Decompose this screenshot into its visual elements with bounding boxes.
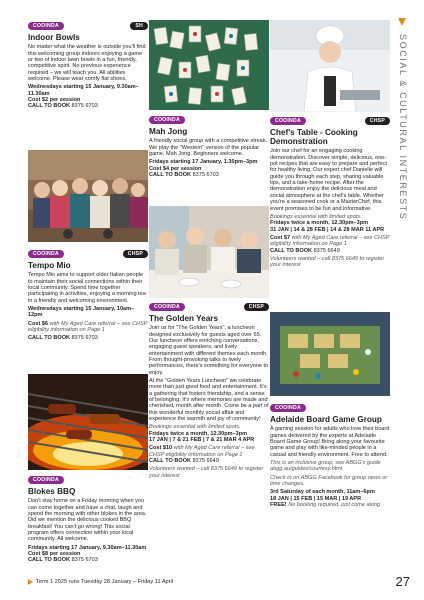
page-number: 27	[395, 574, 410, 589]
cost-note: with My Aged Care referral – see CHSP eligibility information on Page 1	[270, 234, 390, 248]
photo-bbq-grill	[28, 374, 148, 470]
call-number[interactable]: 8375 6703	[71, 335, 98, 342]
call-label: CALL TO BOOK	[28, 557, 71, 564]
card-description: A friendly social group with a competitive streak. We play the "Western" version of the popular game, Mah Jong. Beginners welcome.	[149, 138, 268, 157]
card-description: Tempo Mio aims to support older Italian people to maintain their social connections within their local community. Spend time together participating in activities, enjoying a morning tea in a friendly and welcoming environment.	[28, 272, 146, 304]
card-blokes-bbq	[28, 476, 148, 564]
cooinda-tag: COOINDA	[149, 116, 185, 124]
card-schedule: Fridays starting 17 January, 9.30am–11.30am	[28, 544, 147, 551]
call-label: CALL TO BOOK	[28, 335, 71, 342]
volunteers-note: Volunteers wanted – call 8375 6649 to register your interest	[149, 466, 264, 479]
card-note: Bookings essential with limited spots.	[149, 424, 241, 431]
cooinda-tag: COOINDA	[28, 476, 64, 484]
cost-label: Cost $6	[28, 320, 49, 327]
card-description-2: At the "Golden Years Luncheon" we celebrate more than just good food and entertainment. It's a gathering that fosters friendship, and a sense of belonging. It's where memories are made and cherished, month after month. Come be a part of this wonderful monthly social affair and experience the warmth and joy of community!	[149, 377, 269, 423]
call-number[interactable]: 8375 6649	[192, 458, 219, 465]
card-description: No matter what the weather is outside you'll find this welcoming group indoors enjoying a game or two of indoor lawn bowls in a fun, friendly, competitive spirit. No previous experience required – we will teach you. All abilities welcome. Please wear comfy flat shoes.	[28, 44, 146, 82]
call-label: CALL TO BOOK	[270, 247, 313, 254]
chsp-badge: CHSP	[244, 303, 269, 311]
card-description: Join us for "The Golden Years", a luncheon designed exclusively for guests aged over 65. Our luncheon offers enriching conversations, engaging guest speakers, and lively entertainment with different themes each month. From thought-provoking talks to lively performances, there's something for everyone to enjoy.	[149, 325, 269, 376]
section-title: SOCIAL & CULTURAL INTERESTS	[398, 34, 408, 221]
card-note: This is an inclusive group, see ABGG's guide abgg.au/guides/courtesy.html	[270, 459, 381, 473]
cooinda-tag: COOINDA	[28, 22, 64, 30]
cost-note: with My Aged Care referral – see CHSP eligibility information on Page 1	[28, 320, 148, 333]
chsp-badge: CHSP	[365, 117, 390, 125]
call-number[interactable]: 8375 6703	[192, 171, 219, 178]
call-label: CALL TO BOOK	[149, 171, 192, 178]
card-description: Don't stay home on a Friday morning when you can come together and have a chat, laugh and spend the morning with other blokes in the area. Did we mention the delicious cooked BBQ breakfast! You can't go wrong! This social program offers connection within your local community. All welcome.	[28, 498, 147, 543]
card-dates: 31 JAN | 14 & 28 FEB | 14 & 28 MAR 11 APR	[270, 226, 385, 233]
call-label: CALL TO BOOK	[149, 458, 192, 465]
cost-label: Cost $10	[149, 445, 173, 452]
cooinda-tag: COOINDA	[28, 250, 64, 258]
card-schedule: Fridays twice a month, 12.30pm–3pm	[149, 430, 248, 437]
footer-term	[28, 579, 173, 585]
photo-bowls-group	[28, 150, 148, 242]
card-title: Mah Jong	[149, 127, 188, 136]
call-number[interactable]: 8375 6703	[71, 557, 98, 564]
call-number[interactable]: 8375 6703	[71, 103, 98, 110]
card-golden-years	[149, 303, 269, 479]
card-cost: Cost $8 per session	[28, 550, 81, 557]
cost-note: with My Aged Care referral – see CHSP eligibility information on Page 1	[149, 445, 255, 458]
card-dates: 17 JAN | 7 & 21 FEB | 7 & 21 MAR 4 APR	[149, 437, 255, 444]
card-cost: Cost $2 per session	[28, 96, 81, 103]
section-marker	[396, 18, 410, 32]
card-title: The Golden Years	[149, 314, 219, 323]
call-number[interactable]: 8375 6649	[313, 247, 340, 254]
card-schedule: Fridays starting 17 January, 1.30pm–3pm	[149, 159, 258, 166]
photo-mahjong-tiles	[149, 20, 269, 110]
cooinda-tag: COOINDA	[149, 303, 185, 311]
card-schedule: Wednesdays starting 15 January, 10am–12pm	[28, 305, 135, 319]
card-cost: Cost $4 per session	[149, 165, 202, 172]
free-label: FREE!	[270, 501, 287, 508]
photo-chef	[270, 20, 390, 112]
sh-badge: SH	[130, 22, 148, 30]
cooinda-tag: COOINDA	[270, 117, 306, 125]
card-title: Adelaide Board Game Group	[270, 415, 382, 424]
card-tempo-mio	[28, 250, 148, 342]
chsp-badge: CHSP	[123, 250, 148, 258]
volunteers-note: Volunteers wanted – call 8375 6649 to register your interest	[270, 255, 385, 269]
free-note: No booking required, just come along	[286, 501, 381, 508]
card-schedule: Fridays twice a month, 12.30pm–3pm	[270, 220, 369, 227]
card-board-game	[270, 404, 390, 508]
card-dates: 18 JAN | 15 FEB | 15 MAR | 19 APR	[270, 495, 362, 502]
photo-board-game	[270, 312, 390, 396]
card-title: Blokes BBQ	[28, 487, 76, 496]
cooinda-tag: COOINDA	[270, 404, 306, 412]
card-title: Chef's Table - Cooking Demonstration	[270, 128, 358, 147]
card-title: Indoor Bowls	[28, 33, 80, 42]
card-description: A gaming session for adults who love their board games delivered by the experts at Adelaide Board Game Group! Bring along your favourite game and play with like-minded people in a casual and friendly environment. Free to attend.	[270, 426, 390, 458]
card-schedule: Wednesdays starting 15 January, 9.30am–11.30am	[28, 84, 139, 97]
call-label: CALL TO BOOK	[28, 103, 71, 110]
card-schedule: 3rd Saturday of each month, 11am–6pm	[270, 489, 375, 496]
cost-label: Cost $7	[270, 234, 291, 241]
card-title: Tempo Mio	[28, 261, 71, 270]
card-note-2: Check in on ABGG Facebook for group news or time changes.	[270, 474, 388, 487]
triangle-icon	[398, 18, 406, 26]
photo-luncheon-group	[149, 206, 269, 298]
card-description: Join our chef for an engaging cooking demonstration. Discover simple, delicious, one-pot recipes that are easy to prepare and perfect for healthy living. Our expert chef Danielle will guide you through each step, sharing valuable tips, and a take-home recipe. After the demonstration enjoy the delicious meal and social atmosphere at the chef's table. Whether you're a seasoned cook or a MasterChef, this event promises to be fun and informative.	[270, 148, 387, 212]
term-text: Term 1 2025 runs Tuesday 28 January – Friday 11 April	[36, 579, 174, 585]
card-note: Bookings essential with limited spots.	[270, 213, 362, 220]
card-mah-jong	[149, 116, 269, 178]
arrow-right-icon	[28, 579, 33, 585]
card-chefs-table	[270, 117, 390, 269]
card-indoor-bowls	[28, 22, 148, 110]
